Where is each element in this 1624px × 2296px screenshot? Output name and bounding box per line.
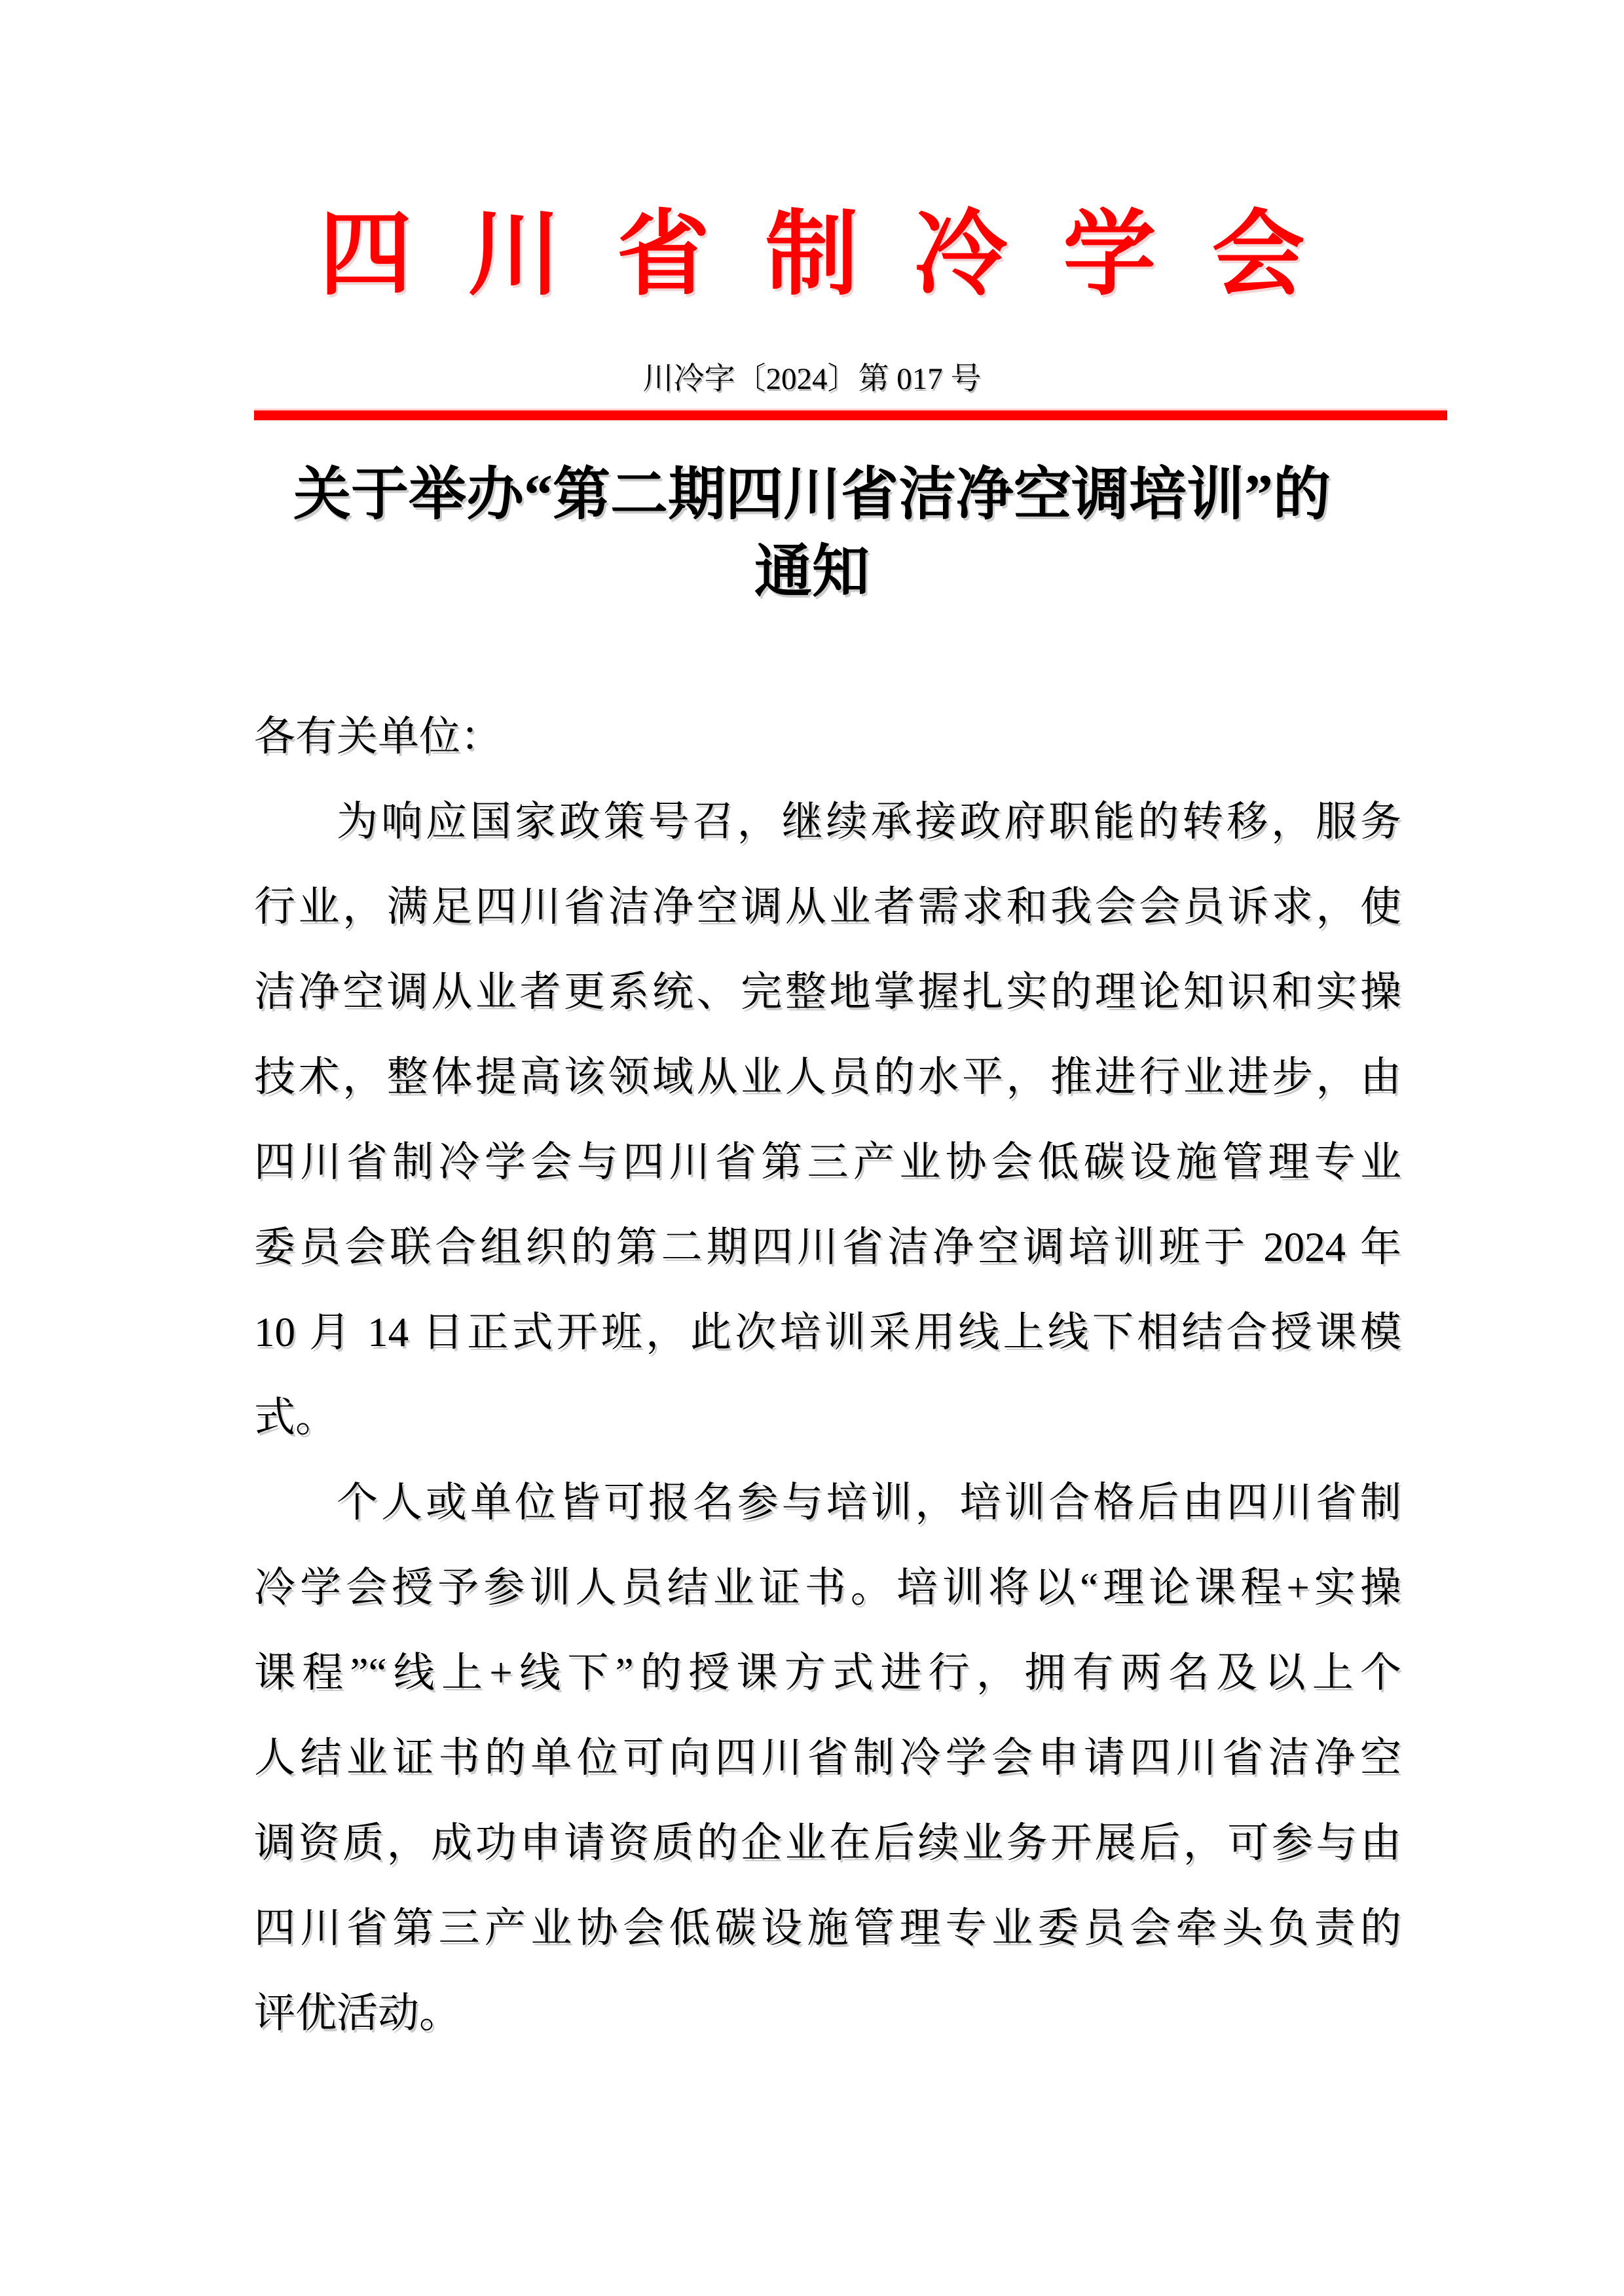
body-line: 四川省制冷学会与四川省第三产业协会低碳设施管理专业 (254, 1139, 1401, 1185)
body-line: 为响应国家政策号召，继续承接政府职能的转移，服务 (337, 799, 1401, 845)
body-line-salutation: 各有关单位： (254, 714, 502, 759)
notice-title-line-1: 关于举办“第二期四川省洁净空调培训”的 (293, 464, 1331, 527)
red-header-rule (254, 410, 1447, 420)
body-line: 技术，整体提高该领域从业人员的水平，推进行业进步，由 (254, 1054, 1401, 1100)
body-line: 评优活动。 (254, 1990, 460, 2036)
org-title: 四川省制冷学会 (319, 203, 1361, 306)
notice-title-line-2: 通知 (754, 541, 870, 604)
body-line: 四川省第三产业协会低碳设施管理专业委员会牵头负责的 (254, 1905, 1401, 1951)
notice-title (0, 457, 1624, 611)
body-line: 人结业证书的单位可向四川省制冷学会申请四川省洁净空 (254, 1735, 1401, 1781)
body-line: 冷学会授予参训人员结业证书。培训将以“理论课程+实操 (254, 1565, 1401, 1611)
body-line: 委员会联合组织的第二期四川省洁净空调培训班于 2024 年 (254, 1224, 1401, 1270)
body-text (254, 694, 1401, 2056)
body-line: 洁净空调从业者更系统、完整地掌握扎实的理论知识和实操 (254, 969, 1401, 1015)
body-line: 调资质，成功申请资质的企业在后续业务开展后，可参与由 (254, 1820, 1401, 1866)
doc-number: 川冷字〔2024〕第 017 号 (642, 362, 982, 396)
body-line: 行业，满足四川省洁净空调从业者需求和我会会员诉求，使 (254, 884, 1401, 930)
body-line: 个人或单位皆可报名参与培训，培训合格后由四川省制 (337, 1480, 1401, 1525)
body-line: 10 月 14 日正式开班，此次培训采用线上线下相结合授课模 (254, 1309, 1401, 1355)
body-line: 式。 (254, 1394, 337, 1440)
body-line: 课程”“线上+线下”的授课方式进行，拥有两名及以上个 (254, 1650, 1401, 1696)
